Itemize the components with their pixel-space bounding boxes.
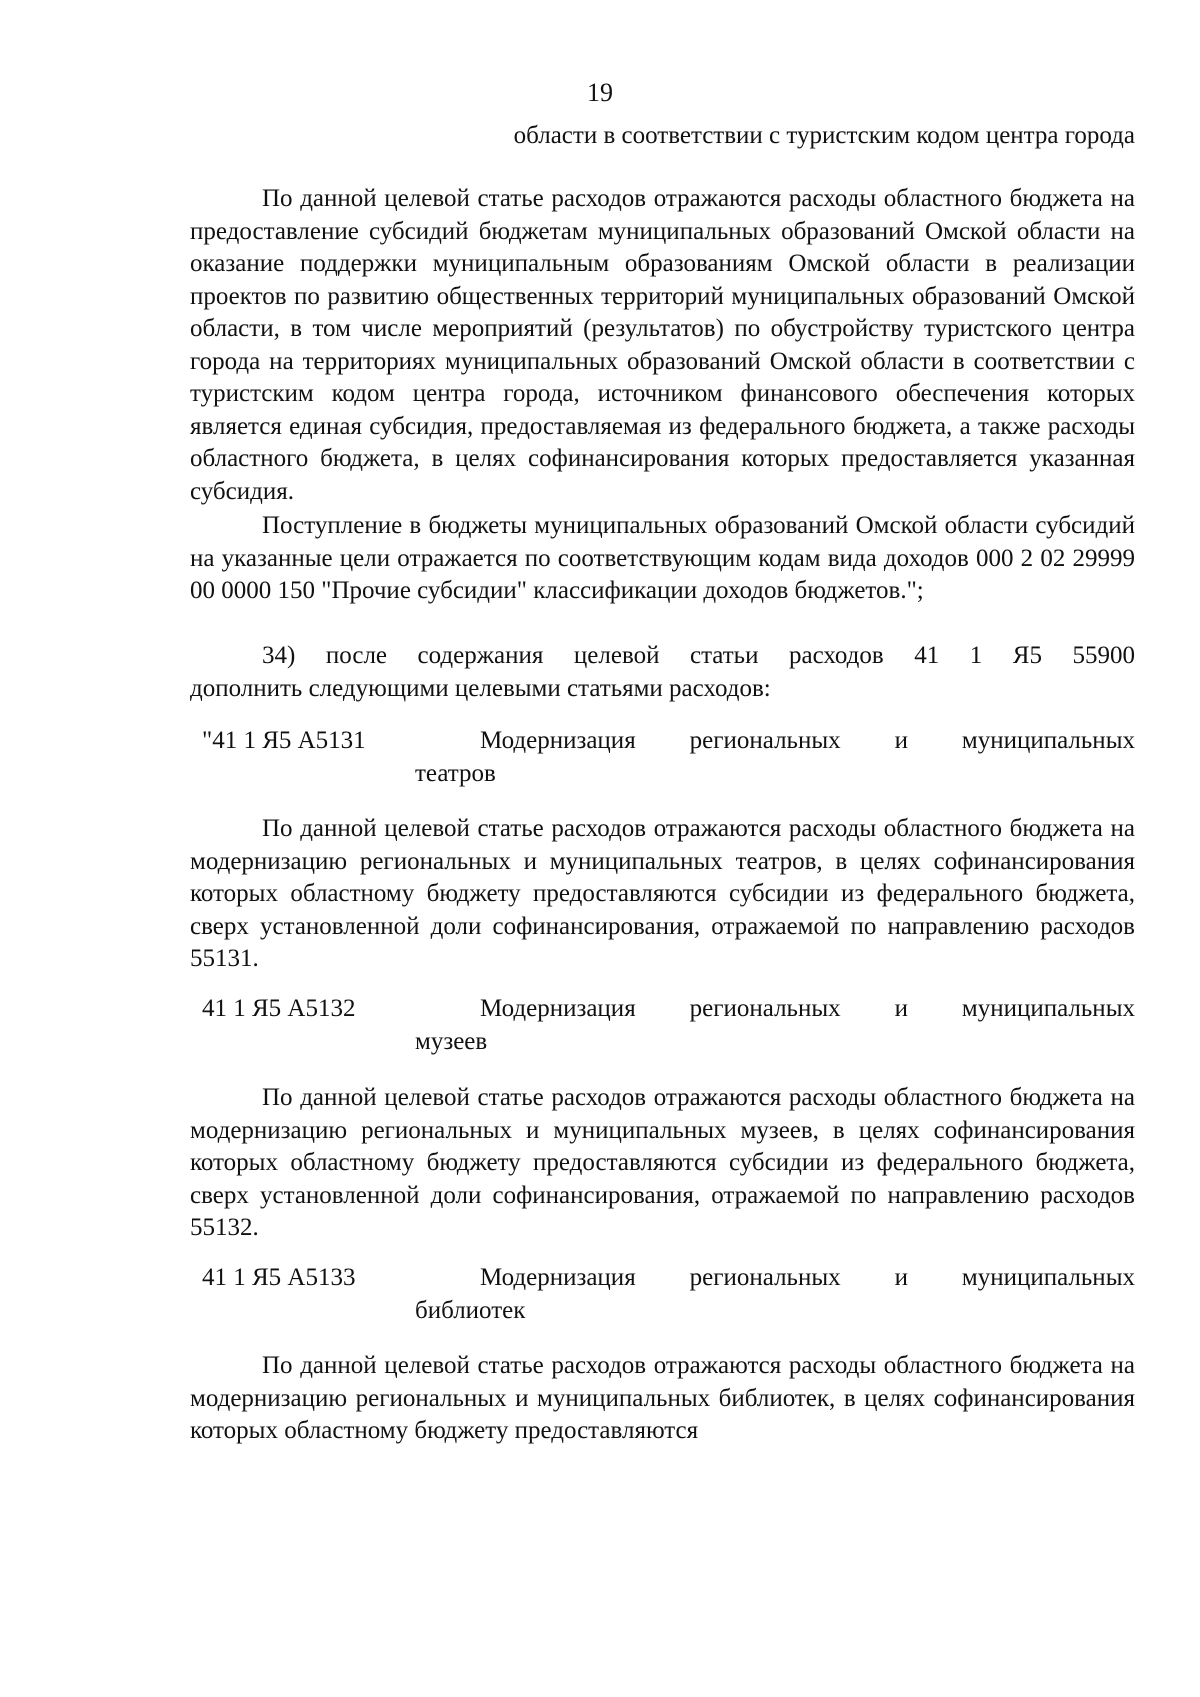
entry-title-line-2: театров	[415, 759, 496, 787]
entry-description-libraries: По данной целевой статье расходов отражаются расходы областного бюджета на модернизацию региональных и муниципальных библиотек, в целях софинансирования которых областному бюджету предоставляются	[190, 1352, 1135, 1444]
continuation-line: области в соответствии с туристским кодом центра города	[513, 122, 1135, 149]
entry-code: "41 1 Я5 А5131	[202, 727, 366, 754]
entry-title-line-1: Модернизация региональных и муниципальных	[480, 995, 1135, 1022]
entry-title-line-2: библиотек	[415, 1296, 526, 1324]
entry-description-museums: По данной целевой статье расходов отражаются расходы областного бюджета на модернизацию региональных и муниципальных музеев, в целях софинансирования которых областному бюджету предоставляются субсидии из федерального бюджета, сверх установленной доли софинансирования, отражаемой по направлению расходов 55132.	[190, 1084, 1135, 1241]
entry-title-line-1: Модернизация региональных и муниципальных	[480, 727, 1135, 754]
amendment-line-2: дополнить следующими целевыми статьями расходов:	[190, 674, 771, 702]
entry-title	[415, 1262, 1135, 1327]
entry-title	[415, 993, 1135, 1058]
page-number: 19	[587, 78, 613, 107]
entry-title-line-2: музеев	[415, 1027, 488, 1055]
entry-code: 41 1 Я5 А5133	[202, 1264, 356, 1291]
entry-title-line-1: Модернизация региональных и муниципальных	[480, 1264, 1135, 1291]
entry-title	[415, 725, 1135, 790]
entry-code: 41 1 Я5 А5132	[202, 995, 356, 1022]
budget-entry-libraries	[190, 1262, 1135, 1327]
paragraph-tourist-center: По данной целевой статье расходов отражаются расходы областного бюджета на предоставление субсидий бюджетам муниципальных образований Омской области на оказание поддержки муниципальным образованиям Омской области в реализации проектов по развитию общественных территорий муниципальных образований Омской области, в том числе мероприятий (результатов) по обустройству туристского центра города на территориях муниципальных образований Омской области в соответствии с туристским кодом центра города, источником финансового обеспечения которых является единая субсидия, предоставляемая из федерального бюджета, а также расходы областного бюджета, в целях софинансирования которых предоставляется указанная субсидия.	[190, 185, 1135, 505]
amendment-line-1: 34) после содержания целевой статьи расходов 41 1 Я5 55900	[262, 642, 1135, 669]
budget-entry-theatres	[190, 725, 1135, 790]
paragraph-revenue-codes: Поступление в бюджеты муниципальных образований Омской области субсидий на указанные цели отражается по соответствующим кодам вида доходов 000 2 02 29999 00 0000 150 "Прочие субсидии" классификации доходов бюджетов.";	[190, 512, 1135, 604]
budget-entry-museums	[190, 993, 1135, 1058]
entry-description-theatres: По данной целевой статье расходов отражаются расходы областного бюджета на модернизацию региональных и муниципальных театров, в целях софинансирования которых областному бюджету предоставляются субсидии из федерального бюджета, сверх установленной доли софинансирования, отражаемой по направлению расходов 55131.	[190, 815, 1135, 972]
paragraph-amendment-34	[190, 640, 1135, 705]
